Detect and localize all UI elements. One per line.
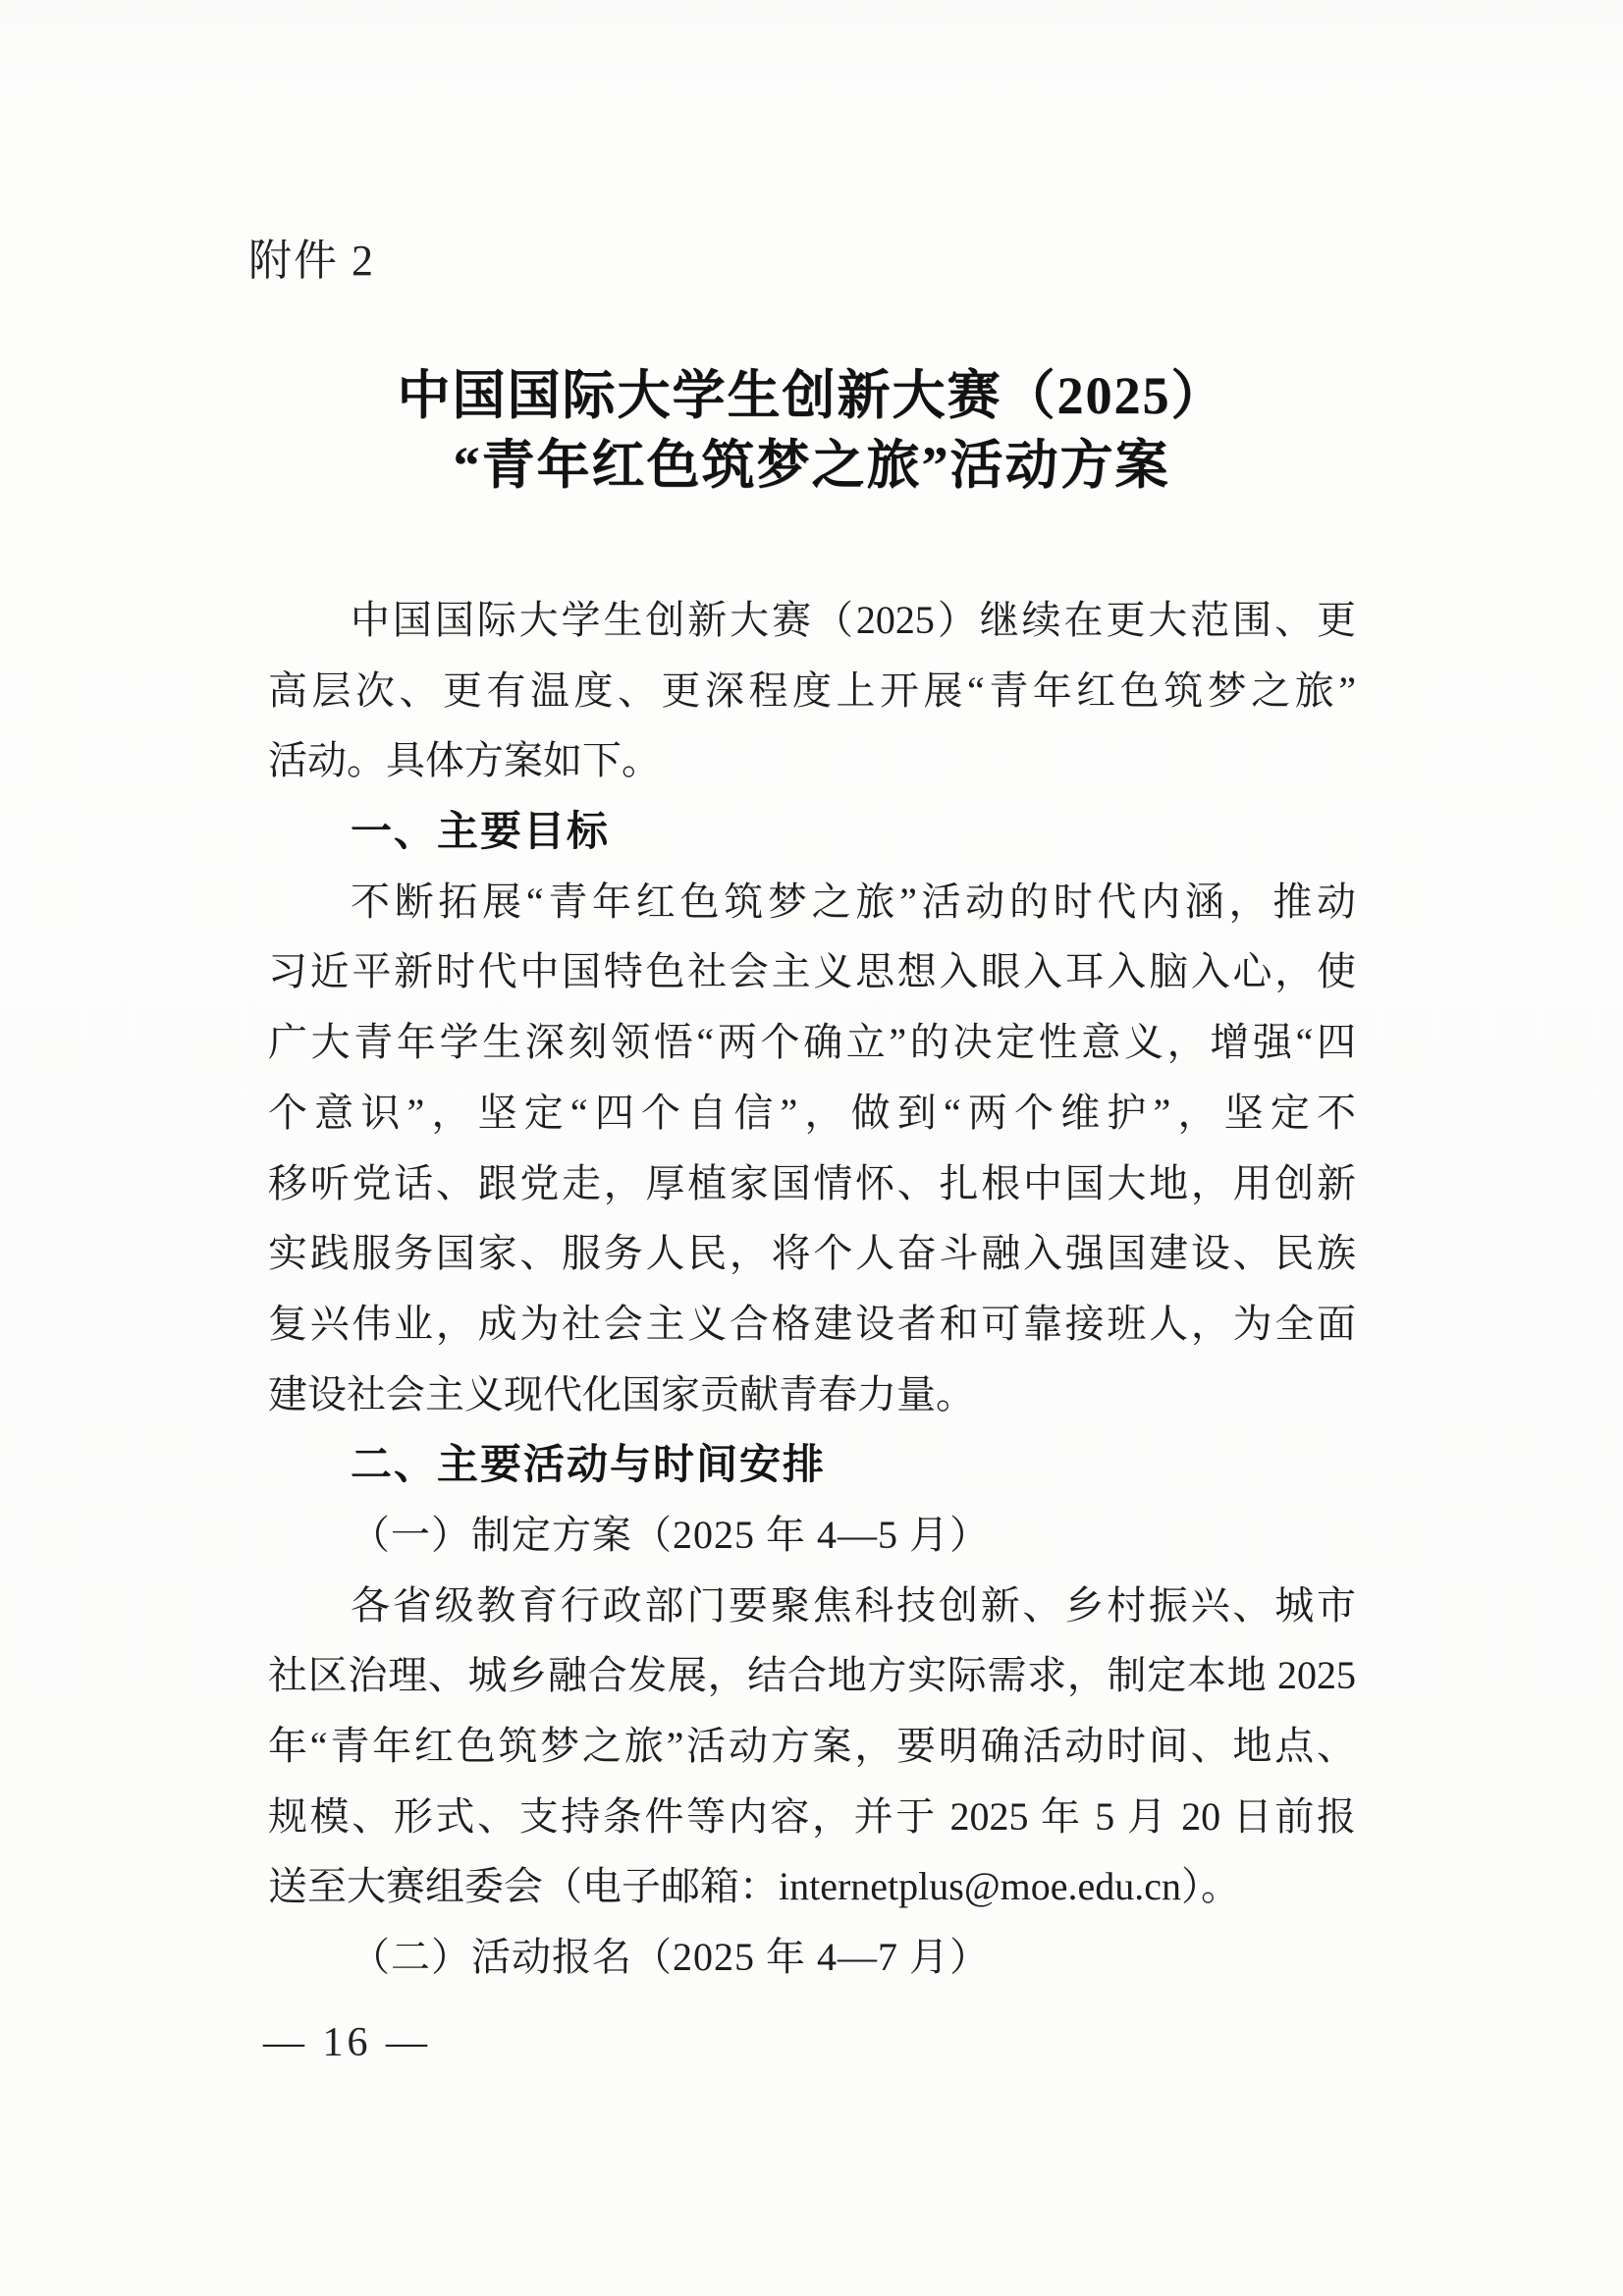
doc-line: 不断拓展“青年红色筑梦之旅”活动的时代内涵，推动 (351, 879, 1356, 924)
doc-line: 年“青年红色筑梦之旅”活动方案，要明确活动时间、地点、 (268, 1724, 1356, 1768)
section-heading-1: 一、主要目标 (351, 808, 611, 855)
doc-line: 建设社会主义现代化国家贡献青春力量。 (268, 1371, 975, 1416)
doc-line: 活动。具体方案如下。 (268, 738, 661, 783)
doc-line: 广大青年学生深刻领悟“两个确立”的决定性意义，增强“四 (268, 1020, 1356, 1065)
document-title (0, 361, 1623, 501)
subsection-item-2: （二）活动报名（2025 年 4—7 月） (351, 1935, 990, 1980)
doc-line: 个意识”，坚定“四个自信”，做到“两个维护”，坚定不 (268, 1090, 1356, 1135)
document-body (268, 585, 1356, 1993)
doc-line: 习近平新时代中国特色社会主义思想入眼入耳入脑入心，使 (268, 949, 1356, 994)
attachment-label: 附件 2 (248, 237, 375, 285)
document-title-line-1: 中国国际大学生创新大赛（2025） (397, 366, 1226, 425)
doc-line: 中国国际大学生创新大赛（2025）继续在更大范围、更 (351, 598, 1356, 642)
doc-line: 送至大赛组委会（电子邮箱：internetplus@moe.edu.cn）。 (268, 1864, 1241, 1909)
subsection-item-1: （一）制定方案（2025 年 4—5 月） (351, 1512, 990, 1557)
doc-line: 社区治理、城乡融合发展，结合地方实际需求，制定本地 2025 (268, 1653, 1356, 1698)
doc-line: 高层次、更有温度、更深程度上开展“青年红色筑梦之旅” (268, 667, 1356, 713)
doc-line: 复兴伟业，成为社会主义合格建设者和可靠接班人，为全面 (268, 1301, 1356, 1346)
section-heading-2: 二、主要活动与时间安排 (351, 1441, 827, 1488)
document-title-line-2: “青年红色筑梦之旅”活动方案 (453, 436, 1170, 495)
doc-line: 实践服务国家、服务人民，将个人奋斗融入强国建设、民族 (268, 1231, 1356, 1276)
doc-line: 移听党话、跟党走，厚植家国情怀、扎根中国大地，用创新 (268, 1160, 1356, 1205)
doc-line: 各省级教育行政部门要聚焦科技创新、乡村振兴、城市 (351, 1582, 1356, 1628)
doc-line: 规模、形式、支持条件等内容，并于 2025 年 5 月 20 日前报 (268, 1793, 1356, 1839)
page-number: — 16 — (263, 2020, 431, 2065)
